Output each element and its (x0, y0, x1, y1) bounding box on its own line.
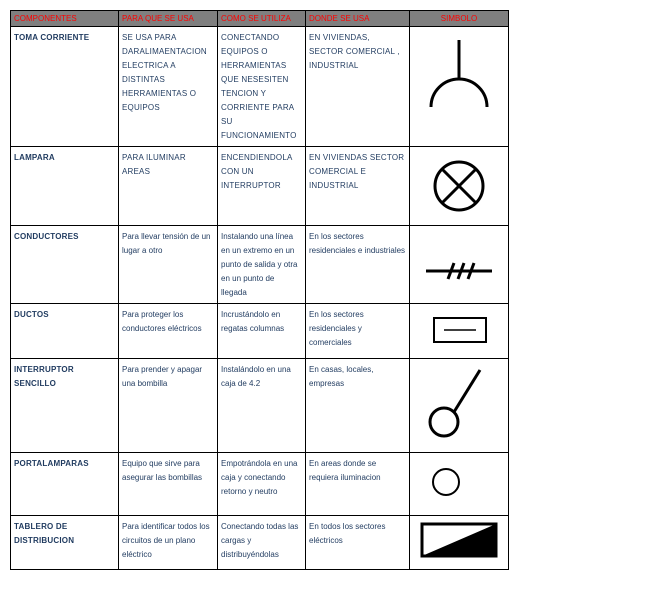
symbol-cell (410, 516, 509, 570)
component-name: PORTALAMPARAS (11, 453, 119, 516)
method-cell: ENCENDIENDOLA CON UN INTERRUPTOR (218, 147, 306, 226)
location-cell: EN VIVIENDAS, SECTOR COMERCIAL , INDUSTRIAL (306, 27, 410, 147)
symbol-cell (410, 453, 509, 516)
method-cell: Empotrándola en una caja y conectando retorno y neutro (218, 453, 306, 516)
components-table (10, 10, 509, 570)
switch-symbol-icon (414, 362, 504, 450)
distribution-board-symbol-icon (414, 518, 504, 568)
table-row (11, 27, 509, 147)
location-cell: EN VIVIENDAS SECTOR COMERCIAL E INDUSTRIAL (306, 147, 410, 226)
table-row (11, 359, 509, 453)
header-donde: DONDE SE USA (306, 11, 410, 27)
symbol-cell (410, 27, 509, 147)
usage-cell: PARA ILUMINAR AREAS (119, 147, 218, 226)
usage-cell: Equipo que sirve para asegurar las bombillas (119, 453, 218, 516)
header-como: COMO SE UTILIZA (218, 11, 306, 27)
table-row (11, 226, 509, 304)
component-name: INTERRUPTOR SENCILLO (11, 359, 119, 453)
lamp-holder-symbol-icon (414, 456, 504, 512)
usage-cell: Para prender y apagar una bombilla (119, 359, 218, 453)
method-cell: Conectando todas las cargas y distribuyéndolas (218, 516, 306, 570)
component-name: LAMPARA (11, 147, 119, 226)
component-name: CONDUCTORES (11, 226, 119, 304)
location-cell: En los sectores residenciales e industriales (306, 226, 410, 304)
outlet-symbol-icon (414, 32, 504, 142)
symbol-cell (410, 226, 509, 304)
component-name: TOMA CORRIENTE (11, 27, 119, 147)
header-row (11, 11, 509, 27)
symbol-cell (410, 147, 509, 226)
usage-cell: Para identificar todos los circuitos de un plano eléctrico (119, 516, 218, 570)
usage-cell: Para proteger los conductores eléctricos (119, 304, 218, 359)
table-row (11, 304, 509, 359)
symbol-cell (410, 304, 509, 359)
component-name: TABLERO DE DISTRIBUCION (11, 516, 119, 570)
method-cell: Instalando una línea en un extremo en un punto de salida y otra en un punto de llegada (218, 226, 306, 304)
location-cell: En los sectores residenciales y comerciales (306, 304, 410, 359)
header-componentes: COMPONENTES (11, 11, 119, 27)
header-para-que: PARA QUE SE USA (119, 11, 218, 27)
lamp-symbol-icon (414, 151, 504, 221)
method-cell: Incrustándolo en regatas columnas (218, 304, 306, 359)
location-cell: En areas donde se requiera iluminacion (306, 453, 410, 516)
duct-symbol-icon (414, 306, 504, 356)
header-simbolo: SIMBOLO (410, 11, 509, 27)
location-cell: En casas, locales, empresas (306, 359, 410, 453)
method-cell: CONECTANDO EQUIPOS O HERRAMIENTAS QUE NESESITEN TENCION Y CORRIENTE PARA SU FUNCIONAMIENTO (218, 27, 306, 147)
table-row (11, 516, 509, 570)
location-cell: En todos los sectores eléctricos (306, 516, 410, 570)
table-row (11, 147, 509, 226)
usage-cell: SE USA PARA DARALIMAENTACION ELECTRICA A DISTINTAS HERRAMIENTAS O EQUIPOS (119, 27, 218, 147)
conductor-symbol-icon (414, 235, 504, 295)
component-name: DUCTOS (11, 304, 119, 359)
table-row (11, 453, 509, 516)
symbol-cell (410, 359, 509, 453)
usage-cell: Para llevar tensión de un lugar a otro (119, 226, 218, 304)
method-cell: Instalándolo en una caja de 4.2 (218, 359, 306, 453)
